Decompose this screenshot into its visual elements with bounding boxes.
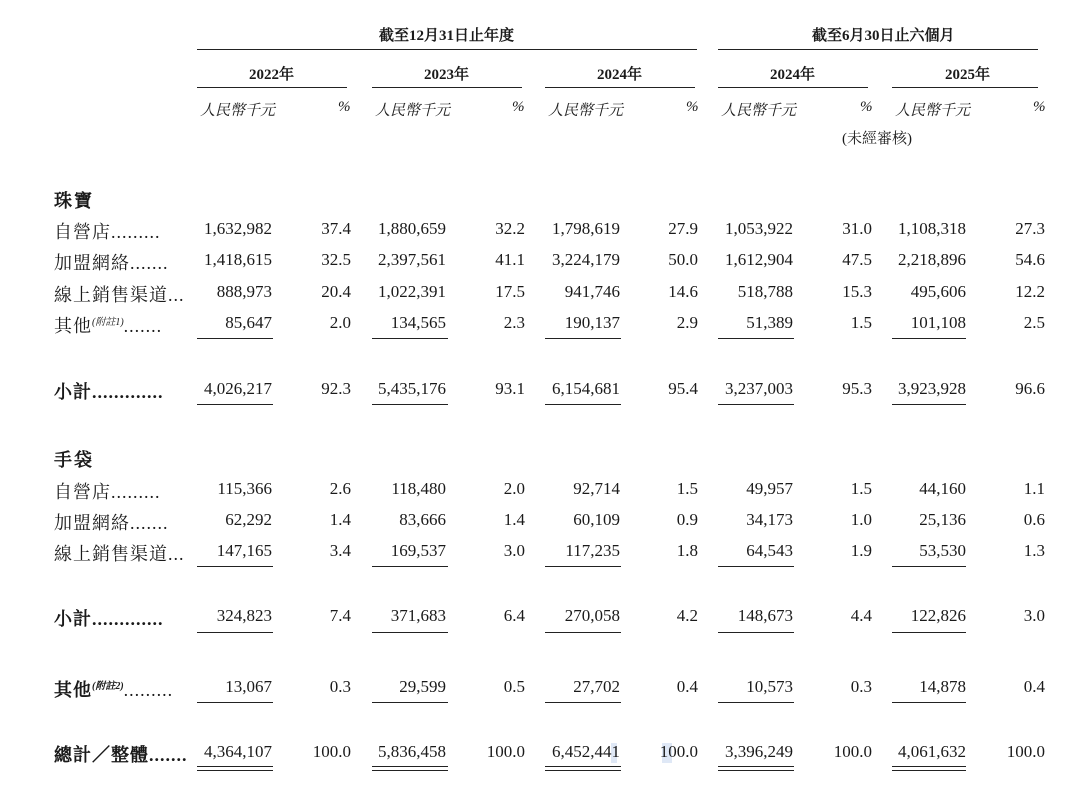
double-underline bbox=[892, 766, 966, 767]
double-underline bbox=[372, 770, 448, 771]
percent-cell: 95.4 bbox=[668, 379, 698, 398]
percent-cell: 50.0 bbox=[668, 250, 698, 269]
footnote-ref: (附註2) bbox=[92, 681, 124, 692]
footnote-ref: (附註1) bbox=[92, 317, 124, 328]
amount-cell: 64,543 bbox=[746, 541, 793, 560]
percent-cell: 1.5 bbox=[850, 479, 872, 498]
amount-cell: 1,418,615 bbox=[204, 250, 272, 269]
percent-cell: 95.3 bbox=[842, 379, 872, 398]
underline bbox=[545, 404, 621, 405]
percent-cell: 1.8 bbox=[676, 541, 698, 560]
underline bbox=[892, 566, 966, 567]
underline bbox=[372, 632, 448, 633]
underline bbox=[545, 338, 621, 339]
double-underline bbox=[372, 766, 448, 767]
underline bbox=[372, 566, 448, 567]
pct-header: % bbox=[338, 99, 351, 115]
amount-cell: 122,826 bbox=[910, 606, 966, 625]
amount-cell: 27,702 bbox=[573, 677, 620, 696]
amount-cell: 4,364,107 bbox=[204, 742, 272, 761]
amount-cell: 60,109 bbox=[573, 510, 620, 529]
percent-cell: 3.4 bbox=[329, 541, 351, 560]
row-label: 自營店......... bbox=[54, 222, 161, 242]
pct-header: % bbox=[1033, 99, 1046, 115]
amount-cell: 495,606 bbox=[910, 282, 966, 301]
underline bbox=[197, 702, 273, 703]
unit-header: 人民幣千元 bbox=[548, 103, 624, 119]
others-label-dots: ......... bbox=[123, 680, 174, 700]
amount-cell: 371,683 bbox=[390, 606, 446, 625]
percent-cell: 0.3 bbox=[850, 677, 872, 696]
percent-cell: 1.9 bbox=[850, 541, 872, 560]
percent-cell: 100.0 bbox=[659, 742, 698, 761]
underline bbox=[892, 632, 966, 633]
double-underline bbox=[892, 770, 966, 771]
amount-cell: 6,452,441 bbox=[552, 742, 620, 761]
column-header-2025: 2025年 bbox=[945, 67, 991, 83]
percent-cell: 2.9 bbox=[676, 313, 698, 332]
amount-cell: 83,666 bbox=[399, 510, 446, 529]
amount-cell: 51,389 bbox=[746, 313, 793, 332]
percent-cell: 2.5 bbox=[1023, 313, 1045, 332]
column-header-rule-2025 bbox=[892, 87, 1038, 88]
amount-cell: 49,957 bbox=[746, 479, 793, 498]
amount-cell: 1,612,904 bbox=[725, 250, 793, 269]
underline bbox=[197, 338, 273, 339]
percent-cell: 14.6 bbox=[668, 282, 698, 301]
underline bbox=[545, 566, 621, 567]
amount-cell: 34,173 bbox=[746, 510, 793, 529]
percent-cell: 32.5 bbox=[321, 250, 351, 269]
percent-cell: 96.6 bbox=[1015, 379, 1045, 398]
percent-cell: 6.4 bbox=[503, 606, 525, 625]
percent-cell: 3.0 bbox=[1023, 606, 1045, 625]
row-label: 加盟網絡....... bbox=[54, 513, 169, 533]
amount-cell: 888,973 bbox=[216, 282, 272, 301]
amount-cell: 10,573 bbox=[746, 677, 793, 696]
unit-header: 人民幣千元 bbox=[895, 103, 971, 119]
percent-cell: 2.3 bbox=[503, 313, 525, 332]
underline bbox=[718, 702, 794, 703]
amount-cell: 92,714 bbox=[573, 479, 620, 498]
period-header-year: 截至12月31日止年度 bbox=[379, 28, 515, 44]
amount-cell: 53,530 bbox=[919, 541, 966, 560]
column-header-rule-2022 bbox=[197, 87, 347, 88]
total-label: 總計／整體....... bbox=[54, 745, 188, 765]
percent-cell: 0.4 bbox=[1023, 677, 1045, 696]
amount-cell: 118,480 bbox=[391, 479, 446, 498]
percent-cell: 41.1 bbox=[495, 250, 525, 269]
percent-cell: 100.0 bbox=[1006, 742, 1045, 761]
percent-cell: 20.4 bbox=[321, 282, 351, 301]
column-header-2023: 2023年 bbox=[424, 67, 470, 83]
percent-cell: 92.3 bbox=[321, 379, 351, 398]
pct-header: % bbox=[686, 99, 699, 115]
double-underline bbox=[718, 770, 794, 771]
amount-cell: 3,396,249 bbox=[725, 742, 793, 761]
percent-cell: 93.1 bbox=[495, 379, 525, 398]
row-label: 線上銷售渠道... bbox=[54, 544, 185, 564]
underline bbox=[197, 632, 273, 633]
underline bbox=[197, 404, 273, 405]
underline bbox=[718, 566, 794, 567]
unit-header: 人民幣千元 bbox=[721, 103, 797, 119]
period-header-year-rule bbox=[197, 49, 697, 50]
amount-cell: 3,237,003 bbox=[725, 379, 793, 398]
percent-cell: 1.1 bbox=[1023, 479, 1045, 498]
row-label-other bbox=[54, 312, 162, 338]
row-label-text: 其他 bbox=[54, 316, 92, 336]
underline bbox=[718, 338, 794, 339]
percent-cell: 2.6 bbox=[329, 479, 351, 498]
column-header-2024-six: 2024年 bbox=[770, 67, 816, 83]
underline bbox=[718, 632, 794, 633]
amount-cell: 62,292 bbox=[225, 510, 272, 529]
percent-cell: 0.6 bbox=[1023, 510, 1045, 529]
amount-cell: 2,218,896 bbox=[898, 250, 966, 269]
amount-cell: 3,224,179 bbox=[552, 250, 620, 269]
column-header-2024: 2024年 bbox=[597, 67, 643, 83]
underline bbox=[372, 702, 448, 703]
row-label: 線上銷售渠道... bbox=[54, 285, 185, 305]
underline bbox=[892, 404, 966, 405]
percent-cell: 0.4 bbox=[676, 677, 698, 696]
amount-cell: 1,022,391 bbox=[378, 282, 446, 301]
amount-cell: 169,537 bbox=[390, 541, 446, 560]
underline bbox=[892, 702, 966, 703]
percent-cell: 32.2 bbox=[495, 219, 525, 238]
section-title-jewelry: 珠寶 bbox=[54, 191, 94, 211]
amount-cell: 44,160 bbox=[919, 479, 966, 498]
amount-cell: 270,058 bbox=[564, 606, 620, 625]
percent-cell: 4.4 bbox=[850, 606, 872, 625]
percent-cell: 7.4 bbox=[329, 606, 351, 625]
amount-cell: 14,878 bbox=[919, 677, 966, 696]
percent-cell: 100.0 bbox=[312, 742, 351, 761]
row-label-dots: ....... bbox=[123, 316, 163, 336]
row-label: 自營店......... bbox=[54, 482, 161, 502]
row-label: 加盟網絡....... bbox=[54, 253, 169, 273]
subtotal-label: 小計............. bbox=[54, 382, 164, 402]
amount-cell: 134,565 bbox=[390, 313, 446, 332]
percent-cell: 100.0 bbox=[486, 742, 525, 761]
percent-cell: 15.3 bbox=[842, 282, 872, 301]
column-header-rule-2023 bbox=[372, 87, 522, 88]
amount-cell: 4,026,217 bbox=[204, 379, 272, 398]
percent-cell: 1.5 bbox=[850, 313, 872, 332]
underline bbox=[372, 404, 448, 405]
column-header-rule-2024 bbox=[545, 87, 695, 88]
amount-cell: 5,836,458 bbox=[378, 742, 446, 761]
percent-cell: 1.3 bbox=[1023, 541, 1045, 560]
amount-cell: 115,366 bbox=[217, 479, 272, 498]
amount-cell: 1,798,619 bbox=[552, 219, 620, 238]
percent-cell: 12.2 bbox=[1015, 282, 1045, 301]
percent-cell: 1.4 bbox=[329, 510, 351, 529]
unit-header: 人民幣千元 bbox=[375, 103, 451, 119]
amount-cell: 1,632,982 bbox=[204, 219, 272, 238]
percent-cell: 27.9 bbox=[668, 219, 698, 238]
amount-cell: 2,397,561 bbox=[378, 250, 446, 269]
amount-cell: 29,599 bbox=[399, 677, 446, 696]
amount-cell: 518,788 bbox=[737, 282, 793, 301]
percent-cell: 2.0 bbox=[329, 313, 351, 332]
percent-cell: 0.9 bbox=[676, 510, 698, 529]
double-underline bbox=[545, 770, 621, 771]
section-title-handbags: 手袋 bbox=[54, 450, 94, 470]
amount-cell: 1,880,659 bbox=[378, 219, 446, 238]
percent-cell: 1.5 bbox=[676, 479, 698, 498]
percent-cell: 3.0 bbox=[503, 541, 525, 560]
percent-cell: 0.5 bbox=[503, 677, 525, 696]
period-header-six-month-rule bbox=[718, 49, 1038, 50]
unaudited-note: (未經審核) bbox=[842, 131, 912, 147]
percent-cell: 100.0 bbox=[833, 742, 872, 761]
percent-cell: 17.5 bbox=[495, 282, 525, 301]
double-underline bbox=[545, 766, 621, 767]
amount-cell: 101,108 bbox=[910, 313, 966, 332]
subtotal-label: 小計............. bbox=[54, 609, 164, 629]
amount-cell: 13,067 bbox=[225, 677, 272, 696]
amount-cell: 324,823 bbox=[216, 606, 272, 625]
percent-cell: 27.3 bbox=[1015, 219, 1045, 238]
underline bbox=[372, 338, 448, 339]
percent-cell: 1.0 bbox=[850, 510, 872, 529]
amount-cell: 85,647 bbox=[225, 313, 272, 332]
percent-cell: 4.2 bbox=[676, 606, 698, 625]
pct-header: % bbox=[512, 99, 525, 115]
amount-cell: 6,154,681 bbox=[552, 379, 620, 398]
amount-cell: 941,746 bbox=[564, 282, 620, 301]
amount-cell: 117,235 bbox=[565, 541, 620, 560]
pct-header: % bbox=[860, 99, 873, 115]
amount-cell: 5,435,176 bbox=[378, 379, 446, 398]
amount-cell: 1,053,922 bbox=[725, 219, 793, 238]
amount-cell: 190,137 bbox=[564, 313, 620, 332]
period-header-six-month: 截至6月30日止六個月 bbox=[812, 28, 955, 44]
column-header-rule-2024-six bbox=[718, 87, 868, 88]
unit-header: 人民幣千元 bbox=[200, 103, 276, 119]
amount-cell: 4,061,632 bbox=[898, 742, 966, 761]
amount-cell: 25,136 bbox=[919, 510, 966, 529]
underline bbox=[197, 566, 273, 567]
percent-cell: 37.4 bbox=[321, 219, 351, 238]
amount-cell: 3,923,928 bbox=[898, 379, 966, 398]
double-underline bbox=[197, 770, 273, 771]
others-label bbox=[54, 676, 173, 702]
amount-cell: 148,673 bbox=[737, 606, 793, 625]
percent-cell: 0.3 bbox=[329, 677, 351, 696]
percent-cell: 47.5 bbox=[842, 250, 872, 269]
underline bbox=[892, 338, 966, 339]
amount-cell: 147,165 bbox=[216, 541, 272, 560]
column-header-2022: 2022年 bbox=[249, 67, 295, 83]
amount-cell: 1,108,318 bbox=[898, 219, 966, 238]
percent-cell: 31.0 bbox=[842, 219, 872, 238]
percent-cell: 2.0 bbox=[503, 479, 525, 498]
underline bbox=[718, 404, 794, 405]
underline bbox=[545, 702, 621, 703]
percent-cell: 1.4 bbox=[503, 510, 525, 529]
percent-cell: 54.6 bbox=[1015, 250, 1045, 269]
underline bbox=[545, 632, 621, 633]
others-label-text: 其他 bbox=[54, 680, 92, 700]
double-underline bbox=[718, 766, 794, 767]
double-underline bbox=[197, 766, 273, 767]
